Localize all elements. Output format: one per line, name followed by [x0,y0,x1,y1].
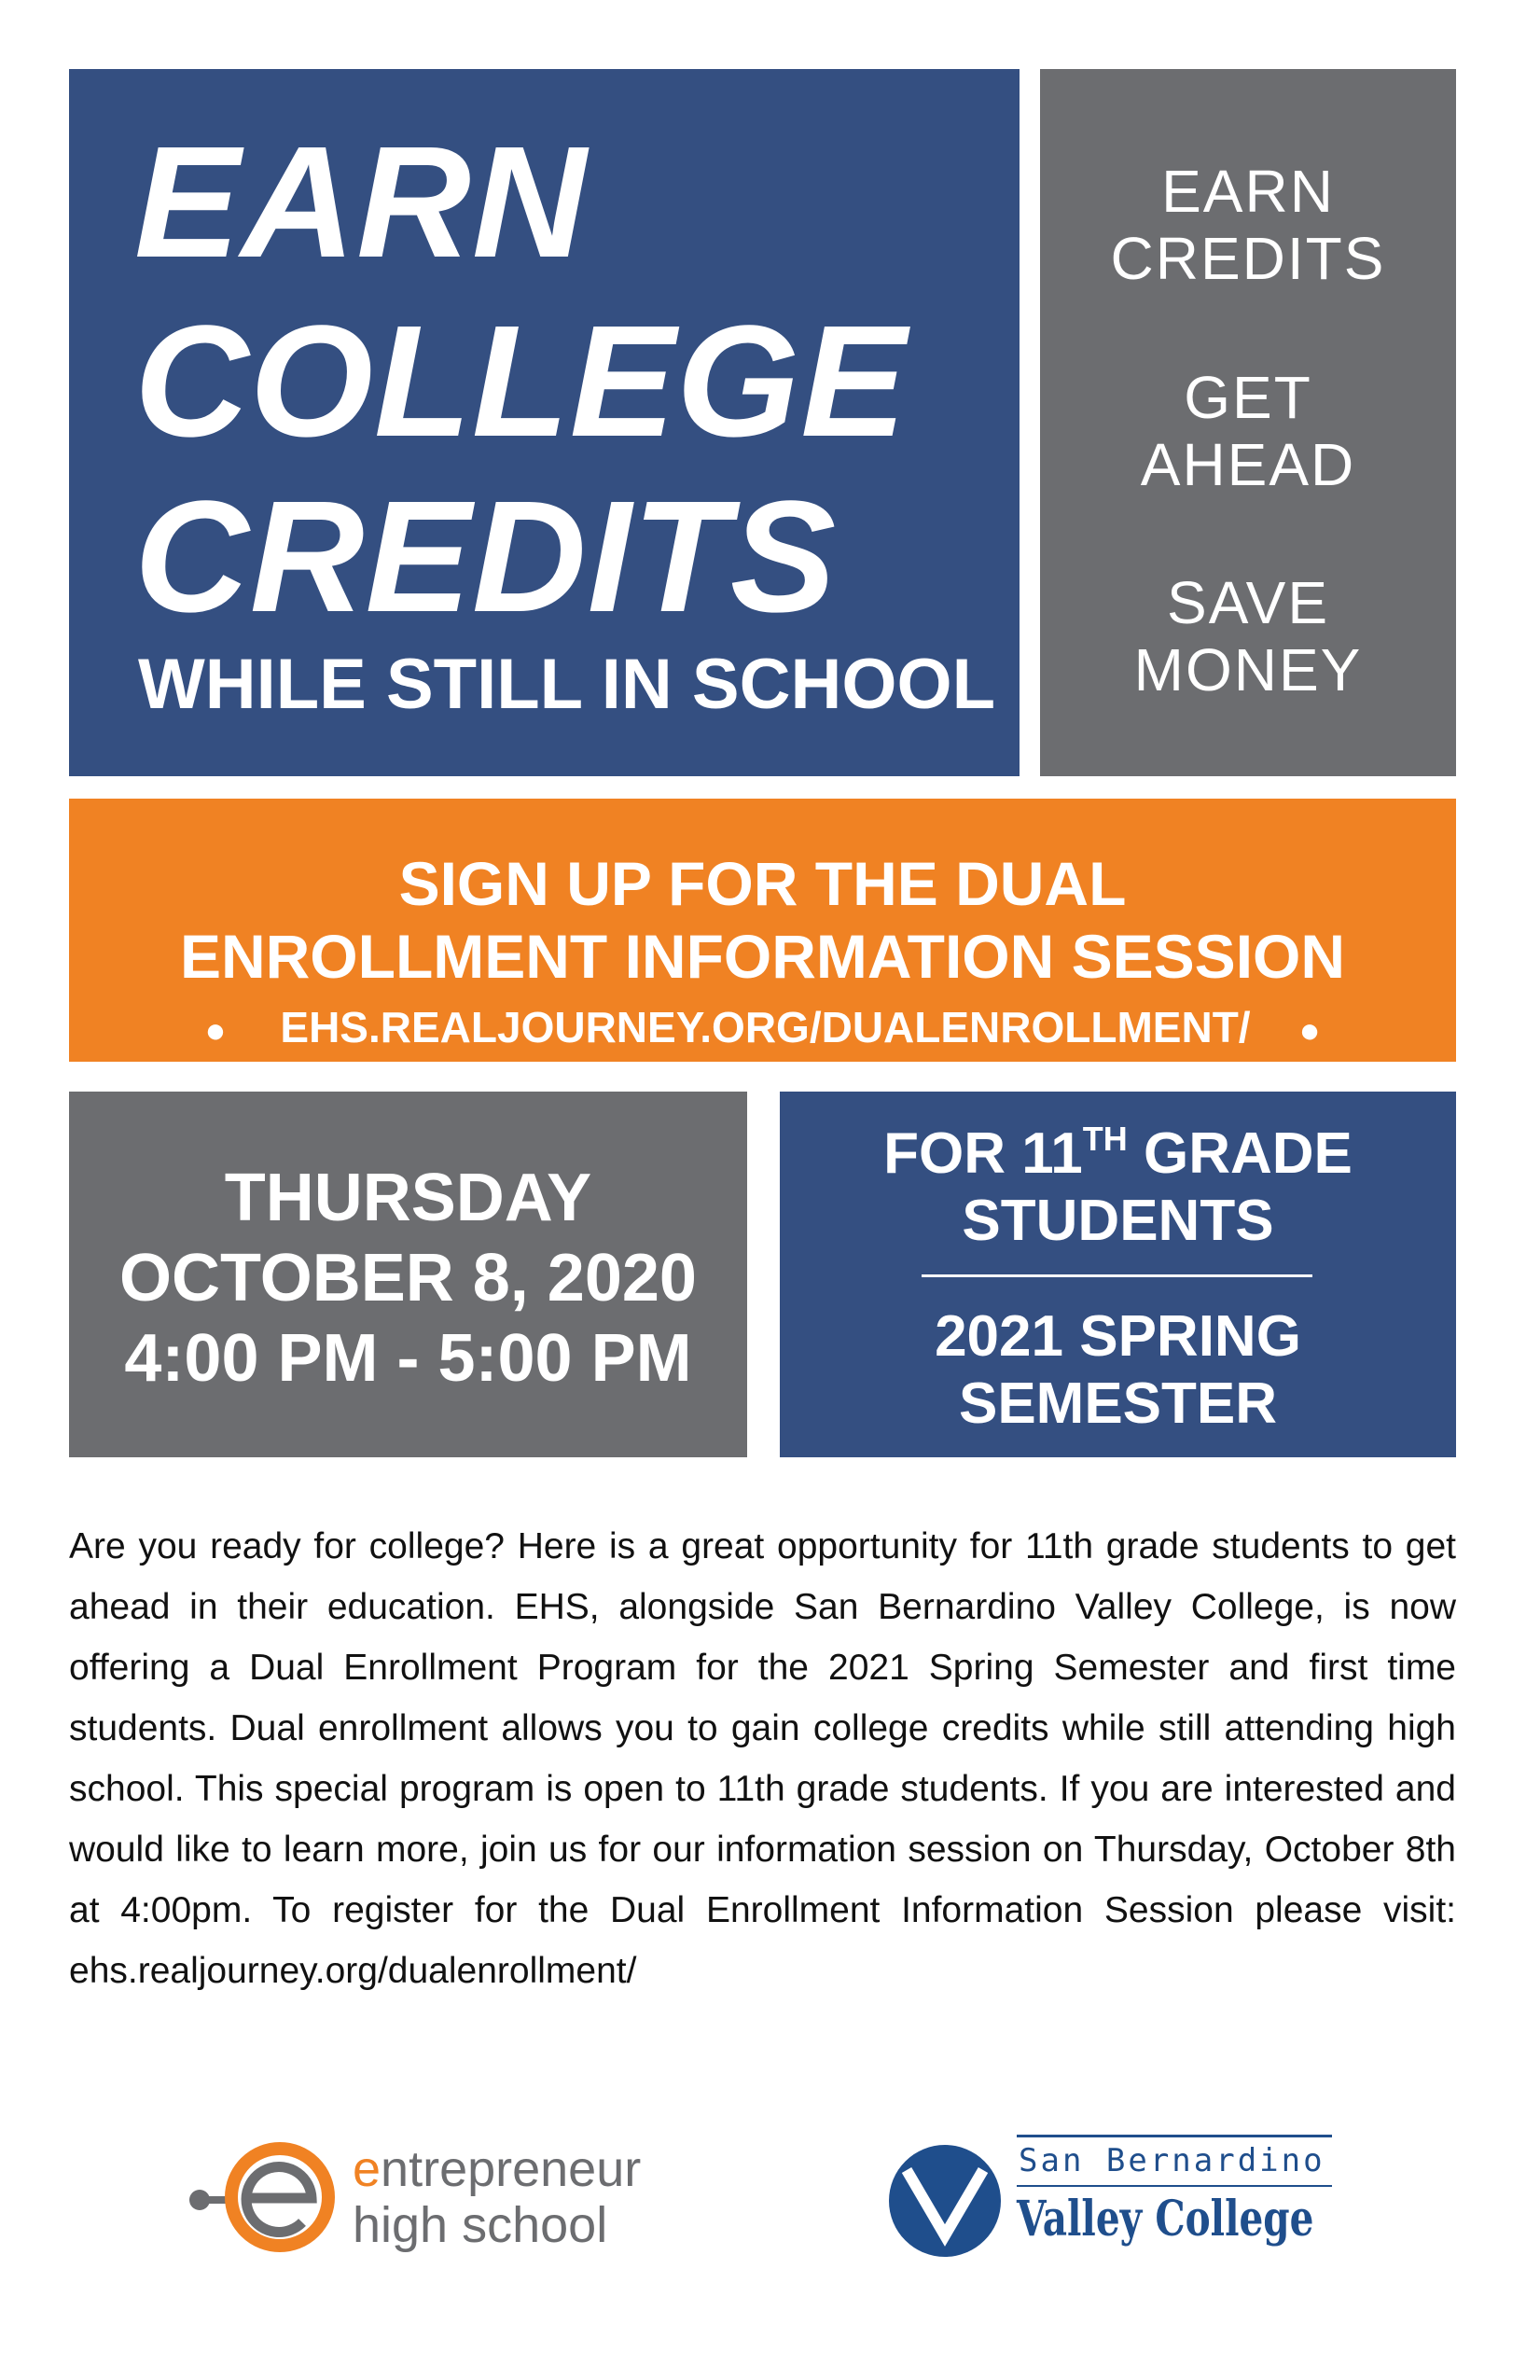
sbvc-name-line-2: Valley College [1017,2191,1314,2248]
hero-panel [69,69,1020,776]
banner-title-line-1: SIGN UP FOR THE DUAL [398,849,1127,918]
benefit-get-ahead [1040,364,1456,498]
bullet-icon: ● [1298,1010,1321,1051]
benefit-earn-credits [1040,158,1456,292]
grade-prefix: FOR 11 [883,1121,1083,1186]
benefit-save-money [1040,569,1456,703]
benefit-line-1: SAVE [1167,569,1329,636]
signup-banner [69,799,1456,1062]
signup-url-link[interactable]: EHS.REALJOURNEY.ORG/DUALENROLLMENT/ [280,1003,1251,1051]
ehs-e-logo-icon [187,2136,340,2258]
description-paragraph: Are you ready for college? Here is a great opportunity for 11th grade students to get ahead in their education. EHS, alongside San Bernardino Valley College, is now offering a Dual Enrollment Program for the 2021 Spring Semester and first time students. Dual enrollment allows you to gain college credits while still attending high school. This special program is open to 11th grade students. If you are interested and would like to learn more, join us for our information session on Thursday, October 8th at 4:00pm. To register for the Dual Enrollment Information Session please visit: ehs.realjourney.org/dualenrollment/ [69,1526,1456,1991]
sbvc-rule [1017,2135,1332,2137]
hero-subtitle: WHILE STILL IN SCHOOL [138,645,996,724]
ehs-logo [187,2129,672,2269]
semester-line-1: 2021 SPRING [935,1304,1301,1369]
ehs-name-rest: ntrepreneur [381,2141,642,2197]
benefit-line-2: MONEY [1133,636,1363,703]
hero-title-line-2: COLLEGE [134,293,908,470]
event-datetime-panel [69,1092,747,1457]
sbvc-name-line-1: San Bernardino [1019,2142,1325,2179]
sbvc-logo [886,2129,1343,2269]
event-day: THURSDAY [224,1161,592,1235]
grade-suffix: GRADE [1127,1121,1353,1186]
hero-title-line-1: EARN [134,114,588,291]
event-time: 4:00 PM - 5:00 PM [124,1321,692,1396]
audience-divider [922,1274,1312,1277]
sbvc-rule [1017,2185,1332,2187]
ehs-name-first-letter: e [353,2141,382,2197]
benefit-line-1: EARN [1161,158,1335,225]
ehs-name-line-2: high school [353,2197,608,2253]
audience-students: STUDENTS [962,1189,1274,1253]
benefits-panel [1040,69,1456,776]
audience-panel [780,1092,1456,1457]
banner-url-row [69,1003,1456,1051]
banner-title-line-2: ENROLLMENT INFORMATION SESSION [179,922,1346,991]
audience-grade [780,1120,1456,1186]
ehs-name-line-1 [353,2141,642,2197]
hero-title-line-3: CREDITS [134,468,838,646]
semester-line-2: SEMESTER [958,1371,1278,1436]
benefit-line-1: GET [1184,364,1312,431]
benefit-line-2: CREDITS [1110,225,1386,292]
benefit-line-2: AHEAD [1140,431,1356,498]
grade-superscript: TH [1082,1120,1128,1158]
sbvc-v-logo-icon [886,2142,1004,2260]
event-date: OCTOBER 8, 2020 [119,1241,697,1315]
bullet-icon: ● [204,1010,227,1051]
